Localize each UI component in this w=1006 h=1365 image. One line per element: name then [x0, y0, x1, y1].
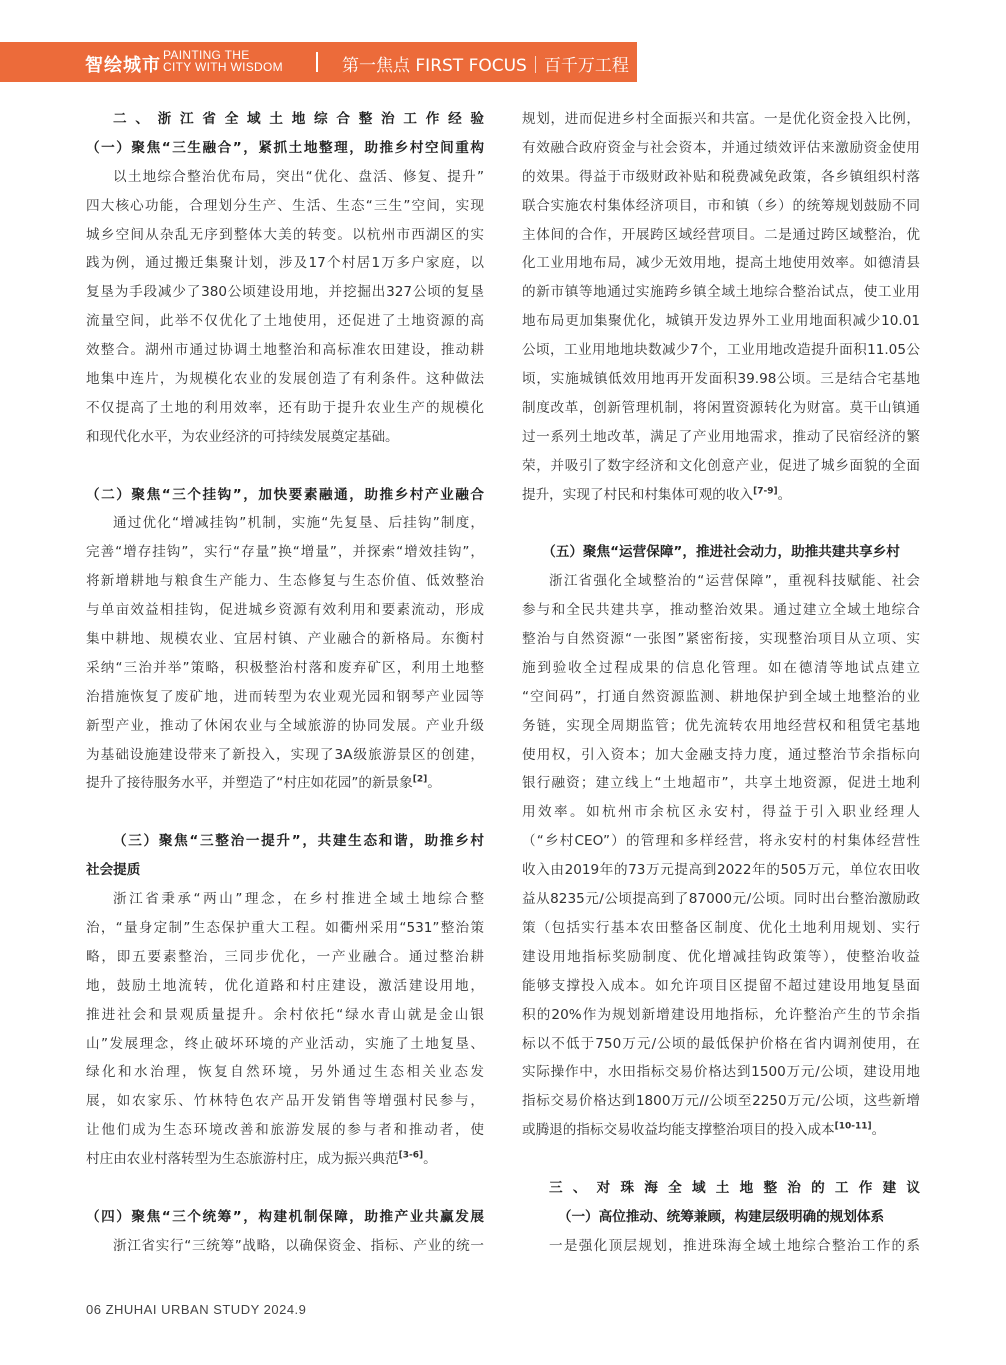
- body-text-line: [86, 336, 484, 365]
- section-heading-line: [86, 481, 484, 510]
- body-text-line: [86, 654, 484, 683]
- body-text-line: [522, 163, 920, 192]
- line-text: 银行融资；建立线上“土地超市”，共享土地资源，促进土地利: [522, 775, 920, 792]
- line-text: （三）聚焦“三整治一提升”，共建生态和谐，助推乡村: [113, 833, 484, 850]
- body-text-line: [522, 654, 920, 683]
- line-text: 践为例，通过搬迁集聚计划，涉及17个村居1万多户家庭，以: [86, 255, 484, 272]
- body-text-line: [86, 1087, 484, 1116]
- brand-title-cn: 智绘城市: [85, 55, 161, 76]
- line-text: 展，如农家乐、竹林特色农产品开发销售等增强村民参与，: [86, 1093, 484, 1110]
- body-text-line: [522, 625, 920, 654]
- line-text: 绿化和水治理，恢复自然环境，另外通过生态相关业态发: [86, 1064, 484, 1081]
- section-heading-line: [86, 105, 484, 134]
- line-text: 有效融合政府资金与社会资本，并通过绩效评估来激励资金使用: [522, 139, 920, 156]
- line-text: 流量空间，此举不仅优化了土地使用，还促进了土地资源的高: [86, 313, 484, 330]
- line-text: 标以不低于750万元/公顷的最低保护价格在省内调剂使用，在: [522, 1035, 920, 1052]
- line-text: 的效果。得益于市级财政补贴和税费减免政策，各乡镇组织村落: [522, 168, 920, 185]
- paragraph-spacer: [522, 509, 920, 538]
- body-text-line: [86, 423, 484, 452]
- line-tail: 。: [871, 1122, 886, 1139]
- line-text: 浙江省强化全域整治的“运营保障”，重视科技赋能、社会: [549, 573, 920, 590]
- line-text: 用效率。如杭州市余杭区永安村，得益于引入职业经理人: [522, 804, 920, 821]
- line-text: 一是强化顶层规划，推进珠海全域土地综合整治工作的系: [549, 1237, 920, 1254]
- line-text: 地，鼓励土地流转，优化道路和村庄建设，激活建设用地，: [86, 977, 484, 994]
- body-text-line: [86, 365, 484, 394]
- line-text: 村庄由农业村落转型为生态旅游村庄，成为振兴典范: [86, 1151, 399, 1168]
- body-text-line: [522, 423, 920, 452]
- body-text-line: [522, 394, 920, 423]
- line-text: 社会提质: [86, 862, 141, 879]
- line-tail: 。: [427, 775, 441, 792]
- line-text: 地布局更加集聚优化，城镇开发边界外工业用地面积减少10.01: [522, 313, 920, 330]
- line-text: 能够支撑投入成本。如允许项目区提留不超过建设用地复垦面: [522, 977, 920, 994]
- body-text-line: [86, 509, 484, 538]
- citation-ref: [7-9]: [753, 486, 778, 497]
- body-text-line: [522, 885, 920, 914]
- body-text-line: [86, 625, 484, 654]
- line-text: 推进社会和景观质量提升。余村依托“绿水青山就是金山银: [86, 1006, 484, 1023]
- line-text: 治，“量身定制”生态保护重大工程。如衢州采用“531”整治策: [86, 919, 484, 936]
- body-text-line: [522, 336, 920, 365]
- body-text-line: [522, 481, 920, 510]
- body-text-line: [522, 365, 920, 394]
- line-text: 提升了接待服务水平，并塑造了“村庄如花园”的新景象: [86, 775, 413, 792]
- line-text: 山”发展理念，终止破坏环境的产业活动，实施了土地复垦、: [86, 1035, 484, 1052]
- body-text-line: [86, 683, 484, 712]
- line-text: （“乡村CEO”）的管理和多样经营，将永安村的村集体经营性: [522, 833, 920, 850]
- line-text: 策（包括实行基本农田整备区制度、优化土地利用规划、实行: [522, 919, 920, 936]
- body-text-line: [86, 596, 484, 625]
- section-heading-line: [86, 134, 484, 163]
- body-text-line: [86, 943, 484, 972]
- line-text: （一）高位推动、统筹兼顾，构建层级明确的规划体系: [557, 1208, 885, 1225]
- body-text-line: [86, 394, 484, 423]
- line-text: 将新增耕地与粮食生产能力、生态修复与生态价值、低效整治: [86, 573, 484, 590]
- brand-title-en-line1: PAINTING THE: [163, 48, 250, 62]
- line-text: 使用权，引入资本；加大金融支持力度，通过整治节余指标向: [522, 746, 920, 763]
- line-text: 积的20%作为规划新增建设用地指标，允许整治产生的节余指: [522, 1006, 920, 1023]
- page-footer: 06 ZHUHAI URBAN STUDY 2024.9: [86, 1302, 307, 1317]
- body-text-line: [86, 538, 484, 567]
- body-text-line: [86, 712, 484, 741]
- body-text-line: [522, 1087, 920, 1116]
- body-text-line: [86, 914, 484, 943]
- body-text-line: [86, 221, 484, 250]
- body-text-line: [522, 769, 920, 798]
- line-text: 集中耕地、规模农业、宜居村镇、产业融合的新格局。东衡村: [86, 631, 484, 648]
- line-text: 复垦为手段减少了380公顷建设用地，并挖掘出327公顷的复垦: [86, 284, 484, 301]
- line-text: 完善“增存挂钩”，实行“存量”换“增量”，并探索“增效挂钩”，: [86, 544, 484, 561]
- body-text-line: [86, 567, 484, 596]
- body-text-line: [522, 192, 920, 221]
- line-text: 指标交易价格达到1800万元//公顷至2250万元/公顷，这些新增: [522, 1093, 920, 1110]
- body-text-line: [86, 249, 484, 278]
- paragraph-spacer: [86, 452, 484, 481]
- section-heading-line: [522, 1203, 920, 1232]
- body-text-line: [522, 1116, 920, 1145]
- line-text: 整治与自然资源“一张图”紧密衔接，实现整治项目从立项、实: [522, 631, 920, 648]
- line-text: 提升，实现了村民和村集体可观的收入: [522, 486, 754, 503]
- section-heading-line: [522, 538, 920, 567]
- line-text: 浙江省秉承“两山”理念，在乡村推进全域土地综合整: [113, 891, 484, 908]
- line-text: 采纳“三治并举”策略，积极整治村落和废弃矿区，利用土地整: [86, 659, 484, 676]
- line-text: 略，即五要素整治，三同步优化，一产业融合。通过整治耕: [86, 948, 484, 965]
- body-text-line: [522, 741, 920, 770]
- line-text: （四）聚焦“三个统筹”，构建机制保障，助推产业共赢发展: [86, 1208, 484, 1225]
- line-text: 三、对珠海全域土地整治的工作建议: [549, 1179, 920, 1196]
- body-text-line: [522, 134, 920, 163]
- line-text: 城乡空间从杂乱无序到整体大美的转变。以杭州市西湖区的实: [86, 226, 484, 243]
- paragraph-spacer: [86, 798, 484, 827]
- line-text: 参与和全民共建共享，推动整治效果。通过建立全域土地综合: [522, 602, 920, 619]
- body-text-line: [522, 1030, 920, 1059]
- line-text: 与单亩效益相挂钩，促进城乡资源有效利用和要素流动，形成: [86, 602, 484, 619]
- paragraph-spacer: [86, 1174, 484, 1203]
- citation-ref: [2]: [412, 774, 428, 785]
- line-text: （五）聚焦“运营保障”，推进社会动力，助推共建共享乡村: [542, 544, 900, 561]
- line-tail: 。: [777, 486, 792, 503]
- body-text-line: [86, 1058, 484, 1087]
- body-text-line: [86, 1001, 484, 1030]
- line-text: 让他们成为生态环境改善和旅游发展的参与者和推动者，使: [86, 1122, 484, 1139]
- line-text: 治措施恢复了废矿地，进而转型为农业观光园和钢琴产业园等: [86, 688, 484, 705]
- line-text: 实际操作中，水田指标交易价格达到1500万元/公顷，建设用地: [522, 1064, 920, 1081]
- line-text: 顷，实施城镇低效用地再开发面积39.98公顷。三是结合宅基地: [522, 371, 920, 388]
- body-text-line: [86, 1030, 484, 1059]
- line-text: （二）聚焦“三个挂钩”，加快要素融通，助推乡村产业融合: [86, 486, 484, 503]
- body-text-line: [522, 105, 920, 134]
- line-text: 的新市镇等地通过实施跨乡镇全域土地综合整治试点，使工业用: [522, 284, 920, 301]
- citation-ref: [3-6]: [398, 1150, 424, 1161]
- citation-ref: [10-11]: [834, 1121, 872, 1132]
- line-tail: 。: [423, 1151, 437, 1168]
- section-heading-line: [86, 856, 484, 885]
- paragraph-spacer: [522, 1145, 920, 1174]
- line-text: 荣，并吸引了数字经济和文化创意产业，促进了城乡面貌的全面: [522, 457, 920, 474]
- body-text-line: [522, 278, 920, 307]
- line-text: 为基础设施建设带来了新投入，实现了3A级旅游景区的创建，: [86, 746, 484, 763]
- line-text: 制度改革，创新管理机制，将闲置资源转化为财富。莫干山镇通: [522, 399, 920, 416]
- body-text-line: [522, 683, 920, 712]
- section-heading-line: [522, 1174, 920, 1203]
- line-text: 新型产业，推动了休闲农业与全域旅游的协同发展。产业升级: [86, 717, 484, 734]
- body-text-line: [522, 798, 920, 827]
- body-text-line: [522, 307, 920, 336]
- line-text: 通过优化“增减挂钩”机制，实施“先复垦、后挂钩”制度，: [113, 515, 484, 532]
- header-divider: [316, 52, 318, 72]
- body-text-line: [522, 1058, 920, 1087]
- body-text-line: [86, 1232, 484, 1261]
- line-text: 主体间的合作，开展跨区域经营项目。二是通过跨区域整治，优: [522, 226, 920, 243]
- brand-title-en: [163, 49, 283, 73]
- page-header: [0, 42, 637, 82]
- body-text-line: [522, 1001, 920, 1030]
- body-text-line: [86, 1145, 484, 1174]
- body-text-line: [522, 856, 920, 885]
- line-text: 建设用地指标奖励制度、优化增减挂钩政策等），使整治收益: [522, 948, 920, 965]
- right-column: [522, 105, 920, 1261]
- body-text-line: [522, 221, 920, 250]
- line-text: 地集中连片，为规模化农业的发展创造了有利条件。这种做法: [86, 371, 484, 388]
- line-text: （一）聚焦“三生融合”，紧抓土地整理，助推乡村空间重构: [86, 139, 484, 156]
- body-text-line: [522, 943, 920, 972]
- line-text: 和现代化水平，为农业经济的可持续发展奠定基础。: [86, 428, 399, 445]
- body-text-line: [86, 972, 484, 1001]
- section-heading-line: [86, 827, 484, 856]
- body-text-line: [86, 192, 484, 221]
- line-text: 效整合。湖州市通过协调土地整治和高标准农田建设，推动耕: [86, 342, 484, 359]
- left-column: [86, 105, 484, 1261]
- body-text-line: [86, 1116, 484, 1145]
- body-text-line: [522, 827, 920, 856]
- body-text-line: [522, 249, 920, 278]
- body-text-line: [86, 741, 484, 770]
- body-text-line: [522, 1232, 920, 1261]
- line-text: 公顷，工业用地地块数减少7个，工业用地改造提升面积11.05公: [522, 342, 920, 359]
- body-text-line: [86, 278, 484, 307]
- body-text-line: [86, 307, 484, 336]
- body-text-line: [522, 567, 920, 596]
- body-text-line: [522, 972, 920, 1001]
- line-text: 浙江省实行“三统筹”战略，以确保资金、指标、产业的统一: [113, 1237, 484, 1254]
- body-text-line: [522, 596, 920, 625]
- body-text-line: [86, 885, 484, 914]
- body-text-line: [86, 769, 484, 798]
- line-text: 联合实施农村集体经济项目，市和镇（乡）的统筹规划鼓励不同: [522, 197, 920, 214]
- body-text-line: [86, 163, 484, 192]
- body-text-line: [522, 452, 920, 481]
- line-text: 不仅提高了土地的利用效率，还有助于提升农业生产的规模化: [86, 399, 484, 416]
- line-text: 或腾退的指标交易收益均能支撑整治项目的投入成本: [522, 1122, 835, 1139]
- body-text-line: [522, 914, 920, 943]
- line-text: 化工业用地布局，减少无效用地，提高土地使用效率。如德清县: [522, 255, 920, 272]
- line-text: 以土地综合整治优布局，突出“优化、盘活、修复、提升”: [113, 168, 484, 185]
- line-text: 过一系列土地改革，满足了产业用地需求，推动了民宿经济的繁: [522, 428, 920, 445]
- line-text: 四大核心功能，合理划分生产、生活、生态“三生”空间，实现: [86, 197, 484, 214]
- section-heading-line: [86, 1203, 484, 1232]
- line-text: 益从8235元/公顷提高到了87000元/公顷。同时出台整治激励政: [522, 891, 920, 908]
- line-text: 二、浙江省全域土地综合整治工作经验: [113, 111, 484, 127]
- line-text: “空间码”，打通自然资源监测、耕地保护到全域土地整治的业: [522, 688, 920, 705]
- brand-title-en-line2: CITY WITH WISDOM: [163, 60, 283, 74]
- line-text: 务链，实现全周期监管；优先流转农用地经营权和租赁宅基地: [522, 717, 920, 734]
- line-text: 规划，进而促进乡村全面振兴和共富。一是优化资金投入比例，: [522, 111, 920, 127]
- section-title: 第一焦点 FIRST FOCUS｜百千万工程: [342, 56, 629, 76]
- body-text-line: [522, 712, 920, 741]
- line-text: 收入由2019年的73万元提高到2022年的505万元，单位农田收: [522, 862, 920, 879]
- line-text: 施到验收全过程成果的信息化管理。如在德清等地试点建立: [522, 659, 920, 676]
